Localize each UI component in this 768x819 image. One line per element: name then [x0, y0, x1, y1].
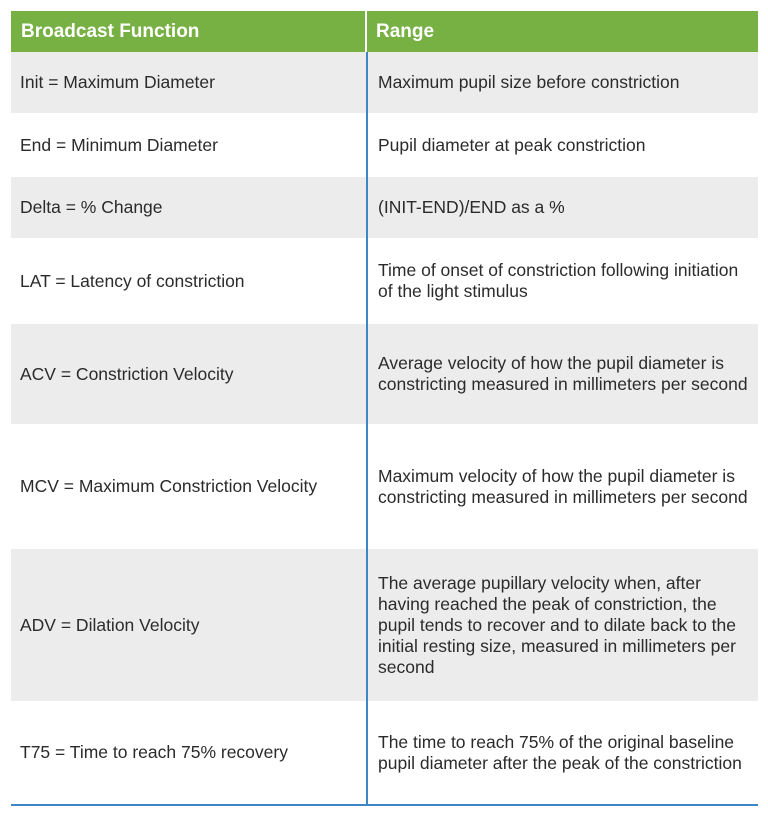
table-row	[11, 549, 758, 701]
range-cell: Time of onset of constriction following initiation of the light stimulus	[378, 260, 739, 301]
range-cell: Pupil diameter at peak constriction	[378, 134, 646, 155]
function-cell: ADV = Dilation Velocity	[20, 614, 200, 635]
range-cell: The time to reach 75% of the original baseline pupil diameter after the peak of the constriction	[378, 731, 742, 773]
table-row	[11, 238, 758, 324]
range-cell: Maximum velocity of how the pupil diameter is constricting measured in millimeters per second	[378, 465, 748, 507]
function-cell: Init = Maximum Diameter	[20, 72, 215, 92]
bottom-divider	[11, 804, 758, 806]
table-row	[11, 52, 758, 113]
broadcast-function-table	[11, 11, 758, 806]
function-cell: Delta = % Change	[20, 197, 163, 217]
function-cell: MCV = Maximum Constriction Velocity	[20, 476, 318, 496]
table-row	[11, 113, 758, 177]
header-broadcast-function: Broadcast Function	[11, 11, 367, 52]
function-cell: LAT = Latency of constriction	[20, 270, 245, 291]
header-range: Range	[376, 20, 435, 42]
function-cell: End = Minimum Diameter	[20, 134, 218, 155]
range-cell: Maximum pupil size before constriction	[378, 72, 680, 92]
function-cell: ACV = Constriction Velocity	[20, 363, 234, 384]
function-cell: T75 = Time to reach 75% recovery	[20, 742, 288, 762]
range-cell: Average velocity of how the pupil diameter is constricting measured in millimeters per second	[378, 353, 748, 394]
range-cell: (INIT-END)/END as a %	[378, 197, 565, 217]
table-row	[11, 701, 758, 804]
table-row	[11, 424, 758, 549]
range-cell: The average pupillary velocity when, after having reached the peak of constriction, the pupil tends to recover and to dilate back to the initial resting size, measured in millimeters per second	[378, 572, 737, 677]
table-header	[11, 11, 758, 52]
table-row	[11, 324, 758, 424]
table-row	[11, 177, 758, 238]
table-body	[11, 52, 758, 804]
